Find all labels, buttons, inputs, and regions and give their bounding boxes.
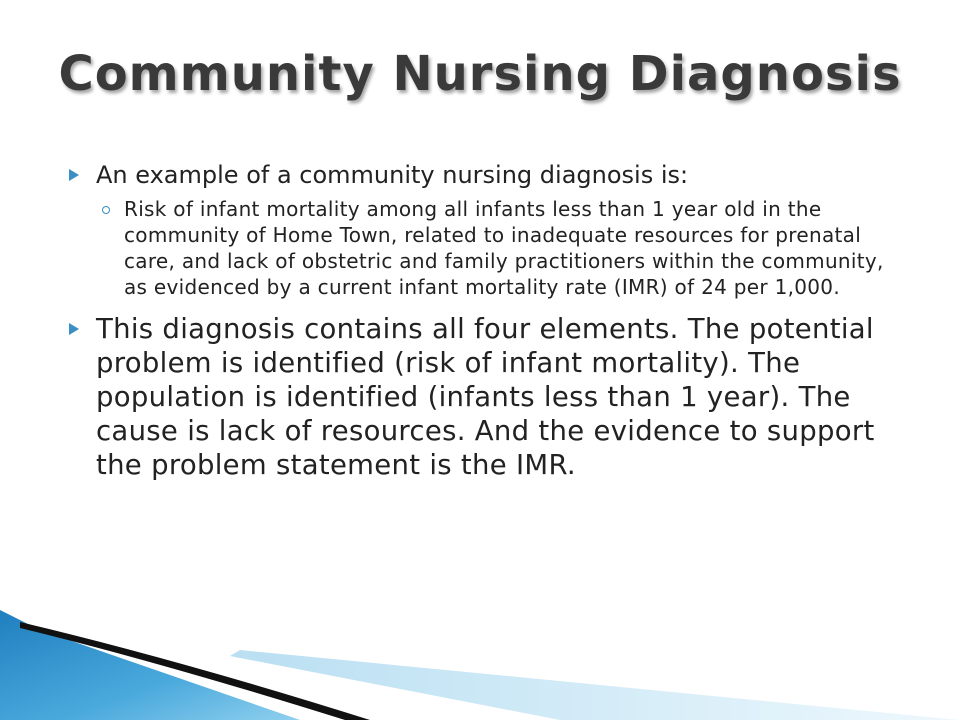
bullet-text: An example of a community nursing diagnosis is:	[96, 161, 689, 189]
triangle-bullet-icon	[68, 322, 80, 336]
bullet-text: This diagnosis contains all four elements. The potential problem is identified (risk of infant mortality). The population is identified (infants less than 1 year). The cause is lack of resources. And the evidence to support the problem statement is the IMR.	[96, 313, 875, 481]
sub-bullet-item	[100, 196, 898, 300]
decorative-swoosh-graphic	[0, 590, 960, 720]
ring-bullet-icon	[102, 206, 110, 214]
slide-body	[68, 160, 898, 482]
bullet-item	[68, 312, 898, 482]
sub-bullet-text: Risk of infant mortality among all infants less than 1 year old in the community of Home Town, related to inadequate resources for prenatal care, and lack of obstetric and family practitioners within the community, as evidenced by a current infant mortality rate (IMR) of 24 per 1,000.	[124, 197, 884, 299]
bullet-item	[68, 160, 898, 190]
triangle-bullet-icon	[68, 168, 80, 182]
slide-title: Community Nursing Diagnosis	[58, 46, 902, 102]
